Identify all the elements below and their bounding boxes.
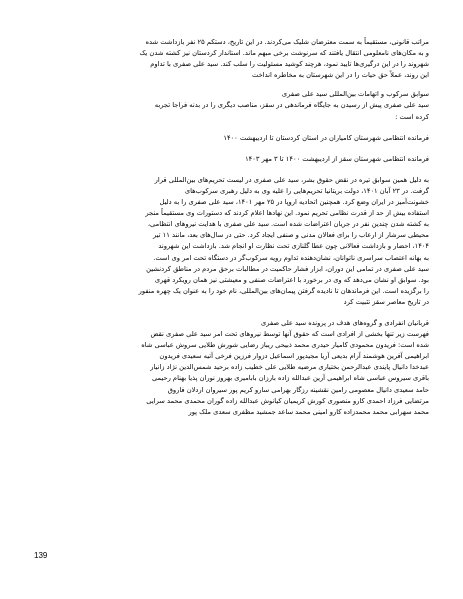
text-line: و به مکان‌های نامعلومی انتقال یافتند که سرنوشت برخی مبهم ماند. استاندار کردستان نیز کشته شدن یک [139, 49, 429, 58]
text-line: سید علی صفری در تمامی این دوران، ابزار فشار حاکمیت در مطالبات برحق مردم در مناطق کردنشین [146, 264, 429, 273]
page-content [34, 37, 429, 428]
text-line: در تاریخ معاصر سقز تثبیت کرد [343, 297, 429, 306]
section-heading: سوابق سرکوب و اتهامات بین‌المللی سید علی صفری [281, 90, 429, 99]
text-line: خشونت‌آمیز در ایران وضع کرد. همچنین اتحادیه اروپا در ۲۵ مهر ۱۴۰۱، سید علی صفری را به دلیل [159, 198, 429, 207]
section-heading: قربانیان انفرادی و گروه‌های هدف در پرونده سید علی صفری [261, 318, 429, 327]
paragraph-record-heading [34, 89, 429, 122]
text-line: به بهانه اعتصاب سراسری ناتوانان، نشان‌دهنده تداوم رویه سرکوب‌گر در دستگاه تحت امر وی است. [153, 253, 429, 262]
text-line: فرمانده انتظامی شهرستان کامیاران در استان کردستان تا اردیبهشت ۱۴۰۰ [223, 133, 429, 142]
text-line: شهروند را در این درگیری‌ها تایید نمود، هرچند کوشید مسئولیت را سلب کند. سید علی صفری با تداوم [150, 60, 429, 69]
text-line: فرمانده انتظامی شهرستان سقز از اردیبهشت ۱۴۰۰ تا ۳ مهر ۱۴۰۳ [245, 154, 429, 163]
paragraph-position-saqqez [34, 154, 429, 165]
text-line: کرده است : [395, 112, 429, 121]
text-line: به دلیل همین سوابق تیره در نقض حقوق بشر، سید علی صفری در لیست تحریم‌های بین‌المللی قرار [154, 175, 429, 184]
paragraph-shooting-protesters [34, 37, 429, 81]
paragraph-victims-list [34, 318, 429, 418]
text-line: استفاده بیش از حد از قدرت نظامی تحریم نمود. این نهادها اعلام کردند که دستورات وی مستقیماً منجر [145, 209, 429, 218]
text-line: محمد سهرابی محمد محمدزاده کارو امینی محمد ساعد جمشید مظفری سعدی ملک پور [188, 407, 429, 416]
text-line: فهرست زیر تنها بخشی از افرادی است که حقوق آنها توسط نیروهای تحت امر سید علی صفری نقض [150, 330, 429, 339]
text-line: مرتضایی فرزاد احمدی کارو منصوری کورش کریمیان کیانوش عبدالله زاده گوران محمدی محمد سرایی [146, 396, 429, 405]
text-line: سید علی صفری پیش از رسیدن به جایگاه فرماندهی در سقز، مناصب دیگری را در بدنه فراجا تجربه [154, 101, 429, 110]
text-line: به کشته شدن چندین نفر در جریان اعتراضات شده است. سید علی صفری با هدایت نیروهای انتظامی، [147, 220, 429, 229]
text-line: را برگزیده است. این فرماندهان تا نادیده گرفتن پیمان‌های بین‌المللی، نام خود را به عنوان یک چهره منفور [138, 286, 429, 295]
paragraph-position-kamyaran [34, 133, 429, 144]
text-line: گرفت. در ۲۳ آبان ۱۴۰۱، دولت بریتانیا تحریم‌هایی را علیه وی به دلیل رهبری سرکوب‌های [184, 186, 429, 195]
text-line: ۱۴۰۴، احضار و بازداشت فعالانی چون عطا گلنازی تحت نظارت او انجام شد. بازداشت این شهروند [158, 242, 429, 251]
text-line: محیطی سرشار از ارعاب را برای فعالان مدنی و صنفی ایجاد کرد. حتی در سال‌های بعد، مانند ۱۱ تیر [152, 231, 429, 240]
text-line: بود. سوابق او نشان می‌دهد که وی در برخورد با اعتراضات صنفی و معیشتی نیز همان رویکرد قهری [154, 275, 429, 284]
page-number: 139 [34, 551, 48, 560]
text-line: این روند، عملاً حق حیات را در این شهرستان به مخاطره انداخت [252, 71, 429, 80]
text-line: حامد سعیدی دانیال معصومی رامین نقشینه رزگار بهرامی سارو کریم پور سیروان اردلان فاروق [167, 385, 429, 394]
text-line: مراتب قانونی، مستقیماً به سمت معترضان شلیک می‌کردند. در این تاریخ، دستکم ۲۵ نفر بازداشت شده [145, 38, 429, 46]
text-line: ابراهیمی آفرین هوشمند آرام بدیعی آریا مجیدپور اسماعیل دزوار فرزین فرخی آتیه سعیدی فریدون [159, 352, 429, 361]
text-line: شده است: فریدون محمودی کامیار حیدری محمد ذبیحی ریباز رضایی شورش طلایی سروش عباسی شاه [141, 341, 429, 350]
text-line: باقری سیروس عباسی شاه ابراهیمی آرین عبدالله زاده بارزان بابامیری بهروز نوران پذیا بهنام رحیمی [151, 374, 429, 383]
text-line: عبدخدا دانیال پایندی عبدالرحمن بختیاری مرضیه طلایی علی خطیب زاده برحید شمس‌الدین نژاد زانیار [150, 363, 429, 372]
paragraph-sanctions [34, 175, 429, 308]
